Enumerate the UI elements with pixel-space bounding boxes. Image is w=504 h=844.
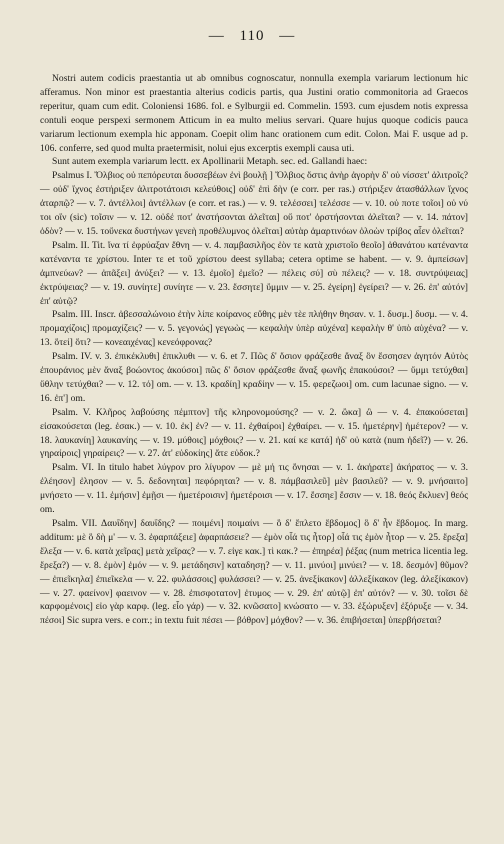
paragraph-psalm-7: Psalm. VII. Δαυΐδην] δαυΐδης? — ποιμένι] ποιμαίνι — ὃ δ' ἔπλετο ἕβδομος] ὃ δ' ἦν ἕβδομος. In marg. additum: μὲ ὃ δὴ μ' — v. 3. ἐφαρπάξειε] ἀφαρπάσειε? — ἐμὸν οἷά τις ἦτορ] οἷά τις ἐμὸν ἦτορ — v. 25. ἔρεξα] ἔλεξα — v. 6. κατὰ χεῖρας] μετὰ χεῖρας? — v. 7. εἰγε κακ.] τὶ κακ.? — ἐπηρέα] ῥέξας (num metrica licentia leg. ἔρεξα?) — v. 8. ἐμὸν] ἐμόν — v. 9. μετάδησιν] καταδησῃ? — v. 11. μινύοι] μινύει? — v. 18. δεσμόν] θῦμον? — ἐπιεῖκηλα] ἐπιεῖκελα — v. 22. φυλάσσοις] φυλάσσει? — v. 25. ἀνεξίκακον] ἀλλεξίκακον (leg. ἀλεξίκακον) — v. 27. φαείνον] φαεινον — v. 28. ἐπισφοτατον] ἐτυμος — v. 29. ἐπ' αὐτῷ] ἐπ' αὐτόν? — v. 30. τοῖσι δὲ καρφομένοις] εἰο γὰρ καρφ. (leg. εἷο γάρ) — v. 32. κνῶσατο] κνώσατο — v. 33. ἐξώρυξεν] ἐξόρυξε — v. 34. πέσοι] Sic supra vers. e corr.; in textu fuit πέσει — βόθρον] μόχθον? — v. 36. ἐπιβήσεται] ὑπερβήσεται? [40,518,468,627]
paragraph-psalm-6: Psalm. VI. In titulo habet λύγρον pro λίγυρον — μὲ μή τις ὄνησαι — v. 1. ἀκήρατε] ἀκήρατος — v. 3. ἐλέησον] ἐλησον — v. 5. δεδονηται] πεφόρηται? — v. 8. πάμβασιλεῦ] μὲν βασιλεῦ? — v. 9. μνήσαιτο] μνήσετο — v. 11. ἐμήσιν] ἐμῇσι — ἡμετέροισιν] ἡμετέροισι — v. 17. ἔσσηε] ἔσσιν — v. 18. θεός ἔκλυεν] θεός om. [40,462,468,516]
header-dash-left: — [208,28,225,44]
paragraph-introduction: Nostri autem codicis praestantia ut ab omnibus cognoscatur, nonnulla exempla variarum lectionum hic afferamus. Non minor est praestantia alterius codicis partis, qua Justini oratio commonitoria ad Graecos reperitur, quam cum edit. Coloniensi 1686. fol. e Sylburgii ed. Commelin. 1593. cum ejusdem notis expressa contuli eoque perspexi sermonem Atticum in ea multo melius servari. Quare hujus quoque codicis pauca variarum lectionum exempla hic apponam. Coepit olim hanc orationem cum edit. Colon. Mai F. usque ad p. 106. conferre, sed quod multa praetermisit, nolui ejus excerptis exempli causa uti. [40,73,468,154]
body-text [40,72,468,628]
paragraph-psalm-4: Psalm. IV. v. 3. ἐπικέκλυθι] ἐπικλυθι — v. 6. et 7. Πῶς δ' ὅσιον φράζεσθε ἄναξ ὃν ἔσσησεν ἀγητόν Αὐτὸς ἐπουράνιος μὲν ἄναξ βοώοντος ἀκούσοι] πῶς δ' ὅσιον φράζεσθε ἄναξ φωνῆς ἐπακούσοι? — ὔμμι τετύχθαι] ὕθλην τετύχθαι? — v. 12. τό] om. — v. 13. κραδίη] κραδίην — v. 15. φερεζωοι] om. cum lacunae signo. — v. 16. ἐπ'] om. [40,351,468,404]
paragraph-psalm-1: Psalmus I. Ὄλβιος οὐ πεπόρευται δυσσεβέων ἐνὶ βουλῇ ] Ὄλβιος ὅστις ἀνὴρ ἀγορὴν δ' οὐ νίσσετ' ἀλιτροῖς? — οὐδ' ἴχνος ἐστήριξεν ἀλιτροτάτοισι κελεύθοις] οὐδ' ἐπὶ δὴν (e corr. per ras.) στήριξεν ἀτασθάλλων ἴχνος ἀταρπῷ? — v. 7. ἀντέλλοι] ἀντέλλων (e corr. et ras.) — v. 9. τελέσσει] τελέσσε — v. 10. οὐ ποτε τοῖοι] οὐ νύ τοι οἵν (sic) τοῖσιν — v. 12. οὐδέ ποτ' ἀνστήσονται ἀλεῖται] οὔ ποτ' ὀρστήσονται ἀλεῖται? — v. 14. πάτον] ὁδὸν? — v. 15. τοὔνεκα δυστήνων γενεὴ προθέλυμνος ὀλεῖται] αὐτὰρ ἁμαρτινόων ὀλοὼν τρίβος αἶεν ὀλεῖται? [40,170,468,237]
page-header [0,28,504,45]
header-dash-right: — [279,28,296,44]
paragraph-psalm-5: Psalm. V. Κλῆρος λαβούσης πέμπτον] τῆς κληρονομούσης? — v. 2. ὢκα] ὢ — v. 4. ἐπακούσεται] εἰσακούσεται (leg. ἐσακ.) — v. 10. ἐκ] ἐν? — v. 11. ἐχθαίροι] ἐχθαίρει. — v. 15. ἡμετέρην] ἡμέτερον? — v. 18. λαυκανίη] λαυκανίης — v. 19. μύθοις] μόχθοις? — v. 21. καί κε κατά] ἠδ' οὐ κατὰ (num ἠδεῖ?) — v. 26. γηραίροις] γηραίρεις? — v. 27. ἀτ' εὐδοκίης] ἄτε εὐδοκ.? [40,406,469,460]
page-number: 110 [239,28,265,44]
paragraph-psalm-2: Psalm. II. Tit. ἵνα τί ἐφρύαξαν ἔθνη — v. 4. παμβασιλῆος ἐὸν τε κατὰ χριστοῖο θεοῖο] ἀθανάτου κατέναντα κατέναντα τε χρίστου. Inter τε et τοῦ χρίστου deest syllaba; cetera optime se habent. — v. 9. ἀμπείσων] ἀμπνεύων? — ἀπᾶξει] ἀνύξει? — v. 13. ἐμοῖο] ἐμεῖο? — πέλεις σύ] σὺ πέλεις? — v. 18. συντρύψειας] ἐκτρύψειας? — v. 19. συνίητε] συνίητε — v. 23. ἔσσητε] ὔμμιν — v. 25. ἐγείρη] ἐγείρει? — v. 26. ἐπ' αὐτόν] ἐπ' αὐτῷ? [40,239,468,307]
paragraph-psalm-3: Psalm. III. Inscr. ἀβεσσαλώνοιο ἐτὴν λίπε κοίρανος εὔθης μὲν τὲε πλήθην θησαν. v. 1. δυσμ.] δυσμ. — v. 4. προμαχίζοις] προμαχίζεις? — v. 5. γεγονώς] γεγωὼς — κεφαλὴν ὑπὲρ αὐχένα] κεφαλὴν θ' ὑπὸ αὐχένα? — v. 13. ὅτεί] ὅτι? — κονεαιχένας] κενεόφρονας? [40,309,468,349]
paragraph-variant-readings-intro: Sunt autem exempla variarum lectt. ex Apollinarii Metaph. sec. ed. Gallandi haec: [52,156,368,168]
